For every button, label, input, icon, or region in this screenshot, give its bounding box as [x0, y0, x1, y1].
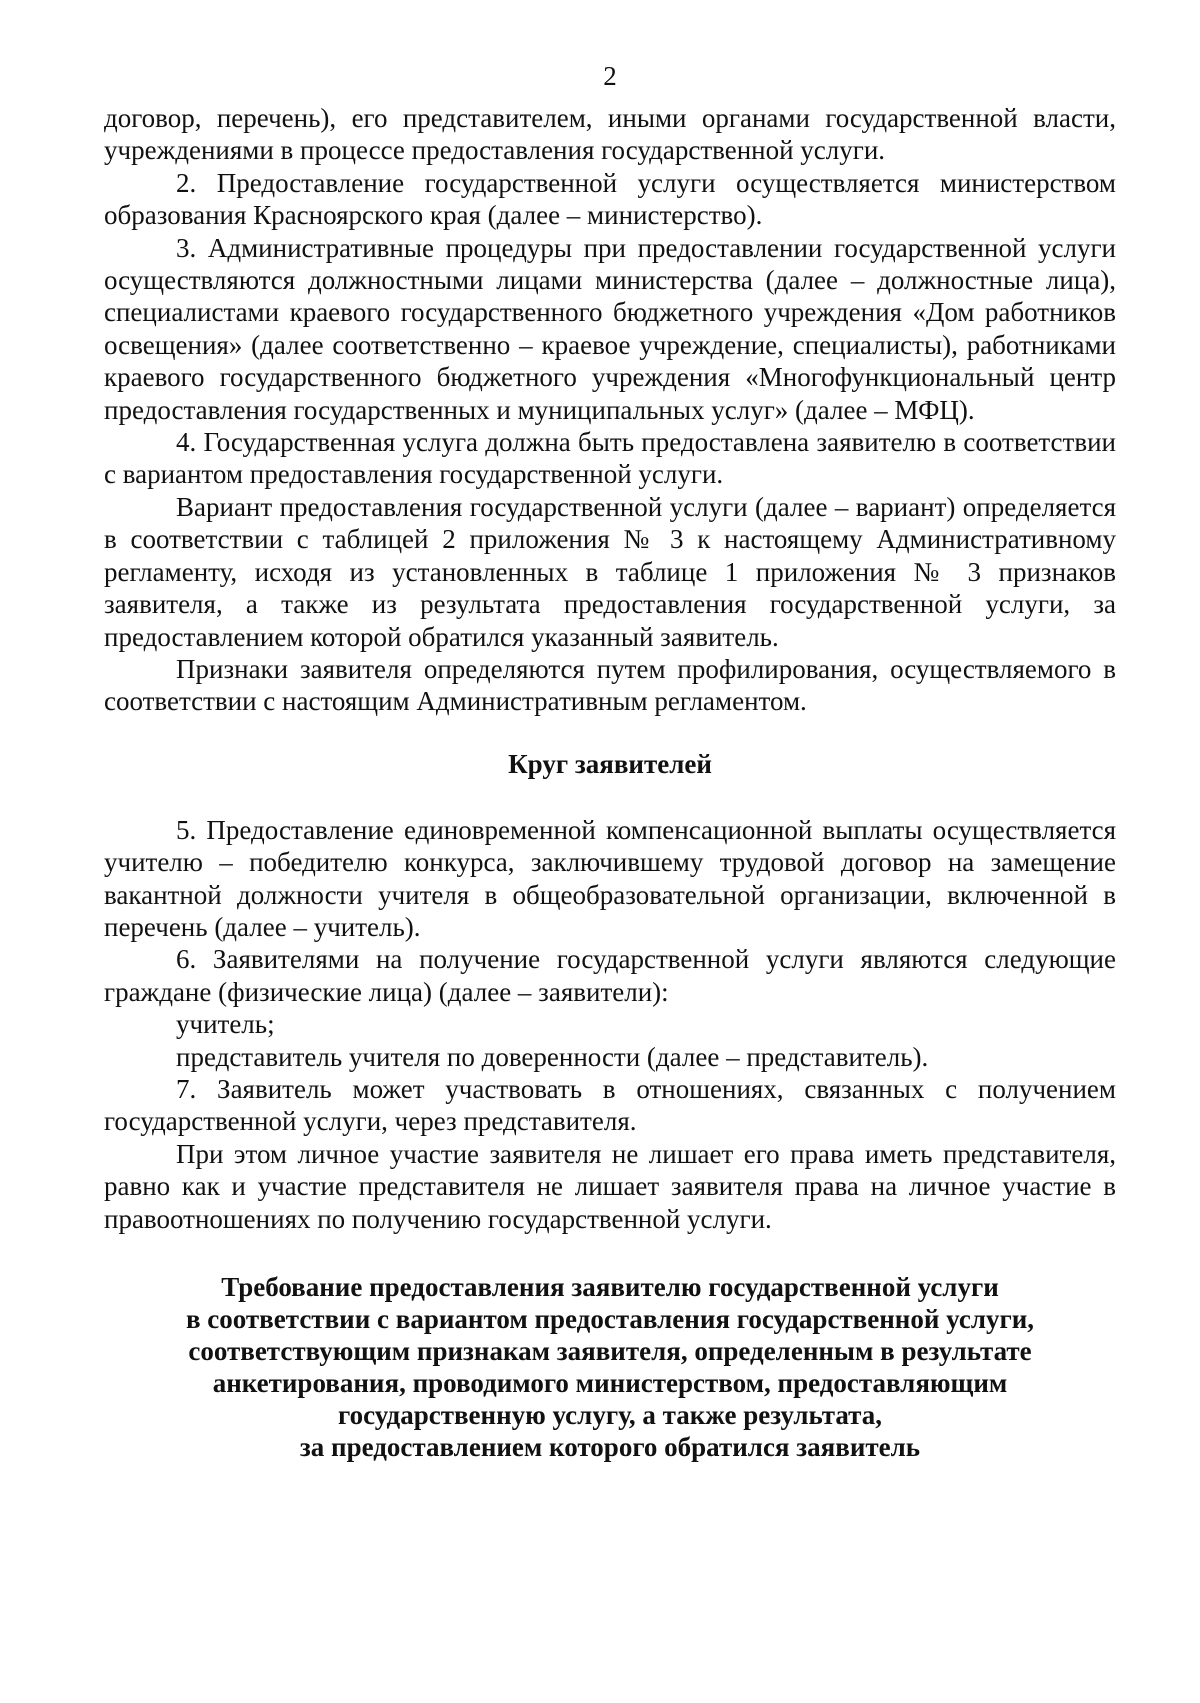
paragraphs-block-2	[104, 814, 1116, 1235]
paragraph-2-2: 6. Заявителями на получение государственной услуги являются следующие граждане (физические лица) (далее – заявители):	[104, 944, 1116, 1007]
paragraph-1-5: Вариант предоставления государственной услуги (далее – вариант) определяется в соответствии с таблицей 2 приложения № 3 к настоящему Административному регламенту, исходя из установленных в таблице 1 приложения № 3 признаков заявителя, а также из результата предоставления государственной услуги, за предоставлением которой обратился указанный заявитель.	[104, 491, 1116, 652]
paragraph-2-3: учитель;	[176, 1009, 275, 1040]
paragraph-2-4: представитель учителя по доверенности (далее – представитель).	[176, 1041, 929, 1072]
paragraph-2-1: 5. Предоставление единовременной компенсационной выплаты осуществляется учителю – победителю конкурса, заключившему трудовой договор на замещение вакантной должности учителя в общеобразовательной организации, включенной в перечень (далее – учитель).	[104, 814, 1116, 942]
paragraph-2-6: При этом личное участие заявителя не лишает его права иметь представителя, равно как и участие представителя не лишает заявителя права на личное участие в правоотношениях по получению государственной услуги.	[104, 1138, 1116, 1234]
heading-2-line-1: Требование предоставления заявителю государственной услуги	[221, 1272, 999, 1302]
section-heading-applicants: Круг заявителей	[508, 748, 712, 779]
paragraph-2-5: 7. Заявитель может участвовать в отношениях, связанных с получением государственной услуги, через представителя.	[104, 1073, 1116, 1137]
section-heading-requirement	[104, 1271, 1116, 1463]
heading-2-line-3: соответствующим признакам заявителя, определенным в результате	[188, 1336, 1032, 1366]
heading-2-line-5: государственную услугу, а также результата,	[338, 1400, 882, 1430]
paragraph-1-1: договор, перечень), его представителем, иными органами государственной власти, учреждениями в процессе предоставления государственной услуги.	[104, 103, 1116, 166]
paragraphs-block-1	[104, 102, 1116, 718]
heading-2-line-6: за предоставлением которого обратился заявитель	[299, 1432, 921, 1462]
paragraph-1-4: 4. Государственная услуга должна быть предоставлена заявителю в соответствии с вариантом предоставления государственной услуги.	[104, 427, 1116, 490]
paragraph-1-6: Признаки заявителя определяются путем профилирования, осуществляемого в соответствии с настоящим Административным регламентом.	[104, 653, 1116, 717]
document-page	[104, 60, 1116, 1463]
paragraph-1-3: 3. Административные процедуры при предоставлении государственной услуги осуществляются должностными лицами министерства (далее – должностные лица), специалистами краевого государственного бюджетного учреждения «Дом работников освещения» (далее соответственно – краевое учреждение, специалисты), работниками краевого государственного бюджетного учреждения «Многофункциональный центр предоставления государственных и муниципальных услуг» (далее – МФЦ).	[104, 232, 1116, 425]
heading-2-line-4: анкетирования, проводимого министерством, предоставляющим	[212, 1368, 1008, 1398]
heading-2-line-2: в соответствии с вариантом предоставления государственной услуги,	[185, 1304, 1035, 1334]
paragraph-1-2: 2. Предоставление государственной услуги осуществляется министерством образования Красноярского края (далее – министерство).	[104, 167, 1116, 231]
page-number: 2	[603, 61, 617, 91]
